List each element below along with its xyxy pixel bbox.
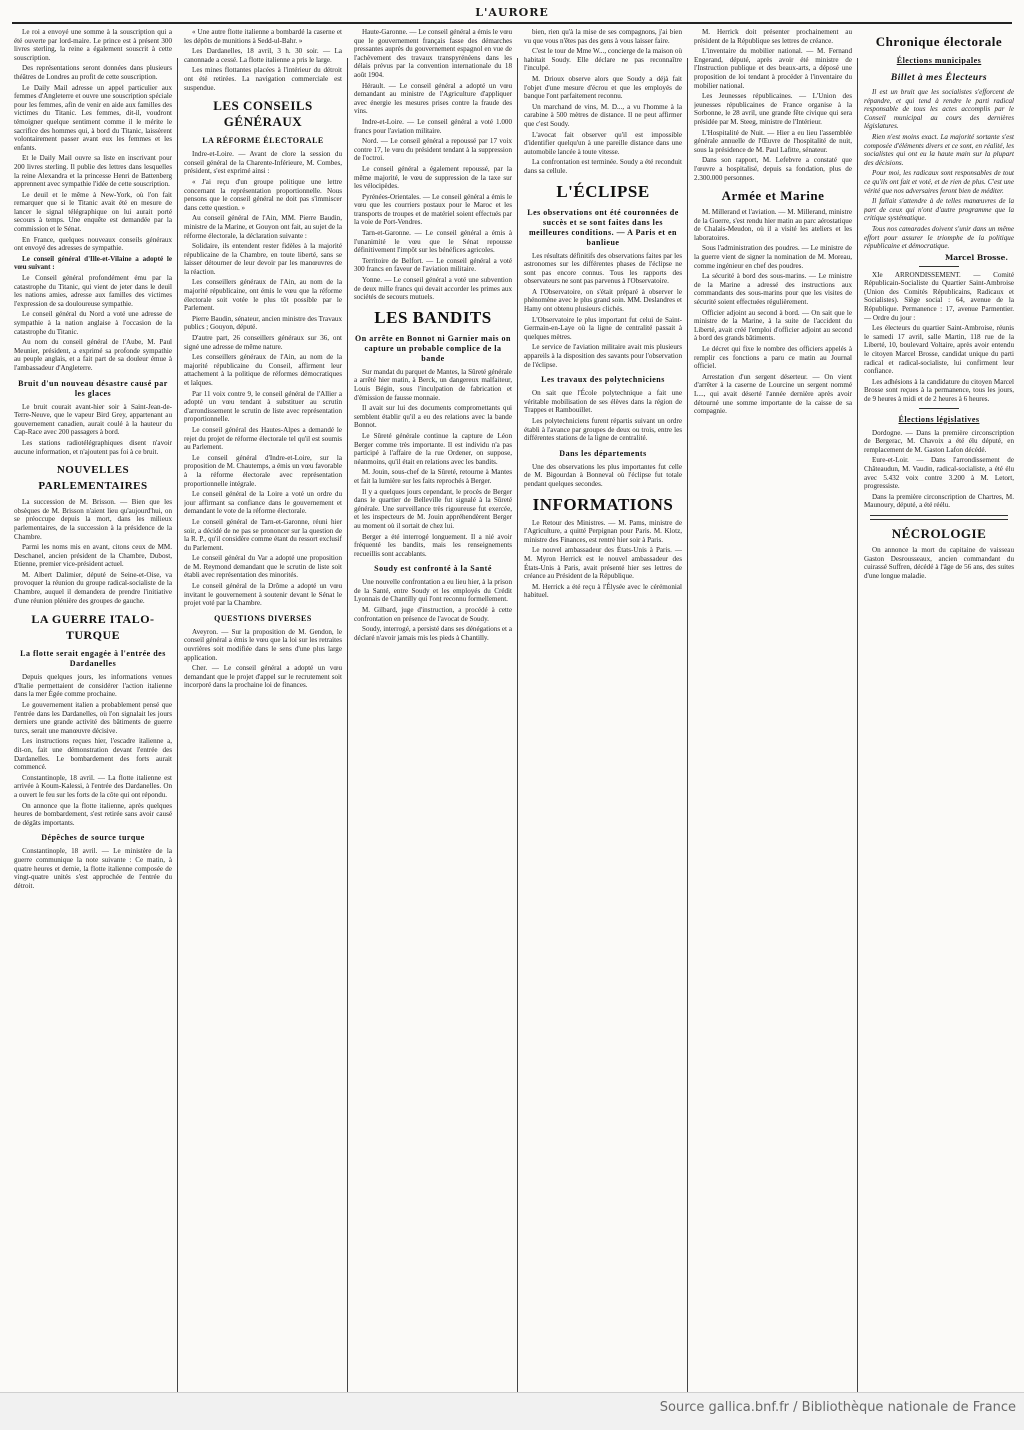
section-subheading: Élections municipales	[896, 56, 982, 65]
section-subheading: Bruit d'un nouveau désastre causé par les glaces	[18, 378, 168, 398]
article-paragraph: La confrontation est terminée. Soudy a été reconduit dans sa cellule.	[524, 158, 682, 175]
article-paragraph: L'avocat fait observer qu'il est impossible d'identifier quelqu'un à une pareille distance dans une automobile lancée à toute vitesse.	[524, 130, 682, 156]
article-paragraph: Les résultats définitifs des observations faites par les astronomes sur les différentes phases de l'éclipse ne sont pas encore connus. Tous les rapports des observateurs ne sont pas parvenus à l'Observatoire.	[524, 251, 682, 286]
section-subheading: QUESTIONS DIVERSES	[214, 613, 312, 623]
section-subheading: Dépêches de source turque	[41, 833, 145, 843]
article-paragraph: Le conseil général du Var a adopté une proposition de M. Reymond demandant que le scrutin de liste soit établi avec représentation des minorités.	[184, 554, 342, 580]
article-paragraph: Le conseil général de la Drôme a adopté un vœu invitant le gouvernement à soutenir devant le Sénat le projet voté par la Chambre.	[184, 582, 342, 608]
article-paragraph: Une des observations les plus importantes fut celle de M. Bigourdan à Bonneval où l'éclipse fut totale pendant quelques secondes.	[524, 462, 682, 488]
article-paragraph: M. Herrick doit présenter prochainement au président de la République ses lettres de créance.	[694, 28, 852, 45]
article-paragraph: Tarn-et-Garonne. — Le conseil général a émis à l'unanimité le vœu que le Sénat repousse définitivement l'impôt sur les bénéfices agricoles.	[354, 229, 512, 255]
section-subheading: Les observations ont été couronnées de succès et se sont faites dans les meilleures conditions. — A Paris et en banlieue	[527, 207, 679, 247]
article-paragraph: Les électeurs du quartier Saint-Ambroise, réunis le samedi 17 avril, salle Martin, 118 rue de la Liberté, 10, boulevard Voltaire, après avoir entendu le citoyen Marcel Brosse, candidat unique du parti radical et radical-socialiste, lui confirment leur confiance.	[864, 324, 1014, 376]
article-paragraph: M. Albert Dalimier, député de Seine-et-Oise, va provoquer la réunion du groupe radical-socialiste de la Chambre, auquel il demandera de prendre l'initiative d'une réunion plénière des groupes de gauche.	[14, 570, 172, 605]
article-paragraph: Le Retour des Ministres. — M. Pams, ministre de l'Agriculture, a quitté Perpignan pour Paris. M. Klotz, ministre des Finances, est rentré hier soir à Paris.	[524, 518, 682, 544]
article-paragraph: On sait que l'École polytechnique a fait une véritable mobilisation de ses élèves dans la région de Trappes et Rambouillet.	[524, 389, 682, 415]
divider	[919, 408, 959, 409]
newspaper-columns	[14, 28, 1014, 1388]
article-paragraph: Le gouvernement italien a probablement pensé que l'entrée dans les Dardanelles, où l'on signalait les jours derniers une grande activité des bâtiments de guerre turcs, serait une manœuvre décisive.	[14, 701, 172, 735]
article-paragraph: Solidaire, ils entendent rester fidèles à la majorité républicaine de la Chambre, en toute liberté, sans se laisser détourner de leur devoir par les manœuvres de la réaction.	[184, 242, 342, 276]
article-paragraph: « J'ai reçu d'un groupe politique une lettre concernant la représentation proportionnelle. Nous pensons que le conseil général ne doit pas s'immiscer dans cette question. »	[184, 177, 342, 212]
article-paragraph: M. Drioux observe alors que Soudy a déjà fait l'objet d'une mesure d'écrou et que les employés de banque l'ont parfaitement reconnu.	[524, 74, 682, 101]
article-paragraph: On annonce la mort du capitaine de vaisseau Gaston Desrousseaux, ancien commandant du cuirassé Suffren, décédé à l'âge de 56 ans, des suites d'une longue maladie.	[864, 545, 1014, 580]
section-subheading: Soudy est confronté à la Santé	[374, 564, 492, 574]
article-paragraph: La succession de M. Brisson. — Bien que les obsèques de M. Brisson n'aient lieu qu'aujourd'hui, on se préoccupe depuis la mort, dans les milieux parlementaires, de la succession à la présidence de la Chambre.	[14, 498, 172, 541]
column-divider	[687, 58, 688, 1413]
article-paragraph: XIe ARRONDISSEMENT. — Comité Républicain-Socialiste du Quartier Saint-Ambroise (Union des Comités Républicains, Radicaux et Socialistes). Siège social : 64, avenue de la République. Permanence : 17, avenue Parmentier. — Ordre du jour :	[864, 270, 1014, 322]
column-1	[14, 28, 172, 1388]
article-paragraph: Il avait sur lui des documents compromettants qui semblent établir qu'il a eu des relations avec la bande Bonnot.	[354, 404, 512, 430]
article-paragraph: Territoire de Belfort. — Le conseil général a voté 300 francs en faveur de l'aviation militaire.	[354, 256, 512, 274]
article-paragraph: On annonce que la flotte italienne, après quelques heures de bombardement, s'est retirée sans avoir causé de dégâts importants.	[14, 801, 172, 827]
section-subheading: La flotte serait engagée à l'entrée des Dardanelles	[20, 649, 166, 669]
section-heading: LA GUERRE ITALO-TURQUE	[31, 612, 155, 643]
article-paragraph: Il est un bruit que les socialistes s'efforcent de répandre, et qui tend à rendre le parti radical responsable de tous les actes accomplis par le Conseil municipal au cours des dernières législatures.	[864, 88, 1014, 131]
article-paragraph: Une nouvelle confrontation a eu lieu hier, à la prison de la Santé, entre Soudy et les employés du Crédit Lyonnais de Chantilly qui l'ont reconnu formellement.	[354, 578, 512, 604]
article-paragraph: Les conseillers généraux de l'Ain, au nom de la majorité républicaine du Conseil, affirment leur attachement à la politique de réformes démocratiques et laïques.	[184, 353, 342, 387]
footer-divider	[0, 1392, 1024, 1393]
article-paragraph: A l'Observatoire, on s'était préparé à observer le phénomène avec le plus grand soin. MM. Deslandres et Hamy ont obtenu plusieurs clichés.	[524, 287, 682, 314]
column-2	[184, 28, 342, 1388]
column-5	[694, 28, 852, 1388]
article-paragraph: D'autre part, 26 conseillers généraux sur 36, ont signé une adresse de même nature.	[184, 334, 342, 351]
article-paragraph: Le conseil général d'Ille-et-Vilaine a adopté le vœu suivant :	[14, 254, 172, 272]
divider	[919, 266, 959, 267]
article-paragraph: Berger a été interrogé longuement. Il a nié avoir fréquenté les bandits, mais les renseignements recueillis sont accablants.	[354, 532, 512, 558]
divider	[870, 515, 1008, 520]
article-paragraph: Pyrénées-Orientales. — Le conseil général a émis le vœu que les courriers postaux pour le Maroc et les transports de troupes et de matériel soient effectués par la voie de Port-Vendres.	[354, 192, 512, 227]
article-paragraph: M. Millerand et l'aviation. — M. Millerand, ministre de la Guerre, s'est rendu hier matin au parc aérostatique de Chalais-Meudon, où il a visité les ateliers et les laboratoires.	[694, 208, 852, 242]
article-paragraph: Le Conseil général profondément ému par la catastrophe du Titanic, qui vient de jeter dans le deuil les nations amies, adresse aux familles des victimes l'expression de sa douloureuse sympathie.	[14, 274, 172, 308]
column-4	[524, 28, 682, 1388]
article-paragraph: Eure-et-Loir. — Dans l'arrondissement de Châteaudun, M. Vaudin, radical-socialiste, a été élu avec 5.432 voix contre 3.200 à M. Letort, progressiste.	[864, 456, 1014, 491]
section-subheading: Billet à mes Électeurs	[890, 73, 988, 83]
article-paragraph: Le service de l'aviation militaire avait mis plusieurs appareils à la disposition des savants pour l'observation de l'éclipse.	[524, 343, 682, 369]
article-paragraph: Les adhésions à la candidature du citoyen Marcel Brosse sont reçues à la permanence, tous les jours, de 9 heures à midi et de 2 heures à 6 heures.	[864, 377, 1014, 403]
article-paragraph: Yonne. — Le conseil général a voté une subvention de deux mille francs qui devait accorder les primes aux sociétés de secours mutuels.	[354, 276, 512, 302]
section-subheading: Élections législatives	[898, 414, 980, 424]
article-paragraph: Arrestation d'un sergent déserteur. — On vient d'arrêter à la caserne de Lourcine un sergent nommé L..., qui avait déserté l'année dernière après avoir détourné une somme importante de la caisse de sa compagnie.	[694, 372, 852, 416]
article-paragraph: Le conseil général de Tarn-et-Garonne, réuni hier soir, a décidé de ne pas se prononcer sur la question de la R. P., qu'il considère comme étant du ressort exclusif du Parlement.	[184, 517, 342, 552]
article-paragraph: Les instructions reçues hier, l'escadre italienne a, dit-on, fait une démonstration devant l'entrée des Dardanelles. Le bombardement des forts aurait commencé.	[14, 737, 172, 772]
article-paragraph: Les stations radiotélégraphiques disent n'avoir aucune information, et n'ajoutent pas foi à ce bruit.	[14, 438, 172, 456]
section-subheading: On arrête en Bonnot ni Garnier mais on capture un probable complice de la bande	[355, 333, 511, 363]
article-paragraph: L'Hospitalité de Nuit. — Hier a eu lieu l'assemblée générale annuelle de l'Œuvre de l'hospitalité de nuit, sous la présidence de M. Paul Lafitte, sénateur.	[694, 128, 852, 154]
column-divider	[177, 58, 178, 1413]
article-paragraph: Un marchand de vins, M. D..., a vu l'homme à la carabine à 500 mètres de distance. Il ne peut affirmer que c'est Soudy.	[524, 102, 682, 128]
article-paragraph: Le conseil général de la Loire a voté un ordre du jour affirmant sa confiance dans le gouvernement et demandant le vote de la réforme électorale.	[184, 490, 342, 516]
article-paragraph: Cher. — Le conseil général a adopté un vœu demandant que le projet d'appel sur le recrutement soit incorporé dans la prochaine loi de finances.	[184, 664, 342, 690]
masthead: L'AURORE	[475, 6, 549, 19]
article-paragraph: La sécurité à bord des sous-marins. — Le ministre de la Marine a adressé des instructions aux commandants des sous-marins pour que les visites de sécurité soient effectuées régulièrement.	[694, 272, 852, 307]
column-6	[864, 28, 1014, 1388]
article-paragraph: Des représentations seront données dans plusieurs théâtres de Londres au profit de cette souscription.	[14, 64, 172, 81]
section-heading: LES BANDITS	[374, 307, 492, 327]
article-paragraph: Au conseil général de l'Ain, MM. Pierre Baudin, ministre de la Marine, et Gouyon ont fait, au sujet de la réforme électorale, la déclaration suivante :	[184, 214, 342, 240]
article-paragraph: Le bruit courait avant-hier soir à Saint-Jean-de-Terre-Neuve, que le vapeur Bird Grey, appartenant au gouvernement canadien, aurait coulé à la hauteur du Cap-Race avec 200 passagers à bord.	[14, 402, 172, 437]
article-paragraph: L'inventaire du mobilier national. — M. Fernand Engerand, député, après avoir été ministre de l'Instruction publique et des beaux-arts, a déposé une proposition de loi tendant à procéder à l'inventaire du mobilier national.	[694, 47, 852, 90]
article-paragraph: Le conseil général a également repoussé, par la même majorité, le vœu de suppression de la taxe sur les vélocipèdes.	[354, 164, 512, 191]
article-paragraph: Le conseil général du Nord a voté une adresse de sympathie à la nation anglaise à l'occasion de la catastrophe du Titanic.	[14, 310, 172, 336]
article-paragraph: M. Jouin, sous-chef de la Sûreté, retourne à Mantes et fait la lumière sur les faits reprochés à Berger.	[354, 468, 512, 485]
article-paragraph: Le roi a envoyé une somme à la souscription qui a été ouverte par lord-maire. Le prince est à présent 300 livres sterling, la reine a également souscrit à cette souscription.	[14, 28, 172, 62]
section-subheading: LA RÉFORME ÉLECTORALE	[202, 136, 324, 146]
article-paragraph: Il fallait s'attendre à de telles manœuvres de la part de ceux qui n'ont d'autre programme que la critique systématique.	[864, 197, 1014, 223]
header-rule	[12, 22, 1012, 24]
article-paragraph: Pour moi, les radicaux sont responsables de tout ce qu'ils ont fait et voté, et de rien de plus. C'est une vérité que nos adversaires feront bien de méditer.	[864, 169, 1014, 195]
article-paragraph: Et le Daily Mail ouvre sa liste en inscrivant pour 200 livres sterling. Il publie des lettres dans lesquelles la reine Alexandra et la princesse Henri de Battenberg apprennent avec sympathie l'idée de cette souscription.	[14, 154, 172, 189]
article-paragraph: Les conseillers généraux de l'Ain, au nom de la majorité républicaine, ont émis le vœu que la réforme électorale soit votée le plus tôt possible par le Parlement.	[184, 278, 342, 313]
article-paragraph: Rien n'est moins exact. La majorité sortante s'est composée d'éléments divers et ce sont, en réalité, les socialistes qui ont eu la haute main sur la plupart des décisions.	[864, 132, 1014, 167]
article-paragraph: Les Jeunesses républicaines. — L'Union des jeunesses républicaines de France organise à la Sorbonne, le 28 avril, une grande fête civique qui sera présidée par M. Steeg, ministre de l'Intérieur.	[694, 92, 852, 126]
article-paragraph: Le Daily Mail adresse un appel particulier aux femmes d'Angleterre et ouvre une souscription spéciale pour les femmes, afin de venir en aide aux familles des victimes du Titanic. Les femmes, dit-il, voudront témoigner quelque sentiment comme il le mérite le sacrifice des hommes qui, à bord du Titanic, laissèrent volontairement passer avant eux les femmes et les enfants.	[14, 83, 172, 152]
article-paragraph: Dans son rapport, M. Lefebvre a constaté que l'œuvre a hospitalisé, depuis sa fondation, plus de 2.300.000 personnes.	[694, 156, 852, 182]
article-paragraph: Dans la première circonscription de Chartres, M. Maunoury, député, a été réélu.	[864, 492, 1014, 510]
author-signature: Marcel Brosse.	[944, 252, 1008, 262]
article-paragraph: Constantinople, 18 avril. — La flotte italienne est arrivée à Koum-Kalessi, à l'entrée des Dardanelles. On a ouvert le feu sur les forts de la côte qui ont répondu.	[14, 773, 172, 799]
article-paragraph: Le deuil et le même à New-York, où l'on fait remarquer que si le Titanic avait été en mesure de lancer le signal télégraphique on lui aurait porté secours à temps. Une enquête est demandée par la commission et le Sénat.	[14, 190, 172, 234]
section-subheading: Les travaux des polytechniciens	[541, 375, 665, 385]
section-heading: L'ÉCLIPSE	[556, 181, 650, 201]
article-paragraph: « Une autre flotte italienne a bombardé la caserne et les dépôts de munitions à Sedd-ul-Bahr. »	[184, 28, 342, 45]
article-paragraph: Nord. — Le conseil général a repoussé par 17 voix contre 17, le vœu du président tendant à la suppression de l'octroi.	[354, 137, 512, 163]
article-paragraph: Sous l'administration des poudres. — Le ministre de la guerre vient de signer la nomination de M. Moreau, comme ingénieur en chef des poudres.	[694, 244, 852, 270]
article-paragraph: Parmi les noms mis en avant, citons ceux de MM. Deschanel, ancien président de la Chambre, Dubost, Etienne, premier vice-président actuel.	[14, 543, 172, 569]
column-divider	[517, 58, 518, 1413]
article-paragraph: Aveyron. — Sur la proposition de M. Gendon, le conseil général a émis le vœu que la loi sur les retraites ouvrières soit modifiée dans le sens d'une plus large application.	[184, 627, 342, 662]
article-paragraph: Par 11 voix contre 9, le conseil général de l'Allier a adopté un vœu tendant à substituer au scrutin d'arrondissement le scrutin de liste avec représentation proportionnelle.	[184, 389, 342, 424]
section-heading: LES CONSEILS GÉNÉRAUX	[213, 98, 313, 130]
article-paragraph: Constantinople, 18 avril. — Le ministère de la guerre communique la note suivante : Ce matin, à quatre heures et demie, la flotte italienne composée de vingt-quatre unités s'est approchée de l'entrée du détroit.	[14, 847, 172, 890]
article-paragraph: Les polytechniciens furent répartis suivant un ordre établi à l'avance par groupes de deux ou trois, entre les différentes stations de la ligne de centralité.	[524, 417, 682, 443]
section-heading: Armée et Marine	[721, 188, 825, 204]
article-paragraph: Il y a quelques jours cependant, le procès de Berger dans le quartier de Belleville fut signalé à la Sûreté générale. Une surveillance très rigoureuse fut exercée, et les inspecteurs de M. Jouin appréhendèrent Berger au moment où il sortait de chez lui.	[354, 487, 512, 530]
column-divider	[347, 58, 348, 1413]
article-paragraph: Depuis quelques jours, les informations venues d'Italie permettaient de considérer l'action italienne dans la mer Égée comme prochaine.	[14, 673, 172, 699]
article-paragraph: Officier adjoint au second à bord. — On sait que le ministre de la Marine, à la suite de l'accident du Liberté, avait créé l'emploi d'officier adjoint au second à bord des grands bâtiments.	[694, 308, 852, 343]
source-footer	[0, 1392, 1024, 1430]
article-paragraph: Tous nos camarades doivent s'unir dans un même effort pour assurer le triomphe de la politique républicaine et démocratique.	[864, 224, 1014, 251]
article-paragraph: L'Observatoire le plus important fut celui de Saint-Germain-en-Laye où la ligne de centralité passait à quelques mètres.	[524, 315, 682, 341]
section-heading: Chronique électorale	[875, 34, 1003, 49]
article-paragraph: M. Herrick a été reçu à l'Élysée avec le cérémonial habituel.	[524, 582, 682, 600]
source-credit: Source gallica.bnf.fr / Bibliothèque nationale de France	[659, 1400, 1016, 1415]
article-paragraph: En France, quelques nouveaux conseils généraux ont envoyé des adresses de sympathie.	[14, 235, 172, 253]
article-paragraph: Dordogne. — Dans la première circonscription de Bergerac, M. Chavoix a été élu député, en remplacement de M. Gaston Lafon décédé.	[864, 428, 1014, 454]
article-paragraph: Sur mandat du parquet de Mantes, la Sûreté générale a arrêté hier matin, à Berck, un dangereux malfaiteur, Louis Bégin, sous l'inculpation de fabrication et d'émission de fausse monnaie.	[354, 367, 512, 402]
section-heading: INFORMATIONS	[532, 494, 674, 514]
article-paragraph: M. Gilbard, juge d'instruction, a procédé à cette confrontation en présence de l'avocat de Soudy.	[354, 606, 512, 623]
section-heading: NÉCROLOGIE	[891, 525, 987, 541]
article-paragraph: Les mines flottantes placées à l'intérieur du détroit ont été retirées. La navigation commerciale est suspendue.	[184, 66, 342, 92]
article-paragraph: Le conseil général d'Indre-et-Loire, sur la proposition de M. Chautemps, a émis un vœu favorable à la réforme électorale avec représentation proportionnelle intégrale.	[184, 453, 342, 488]
article-paragraph: C'est le tour de Mme W..., concierge de la maison où habitait Soudy. Elle déclare ne pas reconnaître l'inculpé.	[524, 47, 682, 73]
article-paragraph: Hérault. — Le conseil général a adopté un vœu demandant au ministre de l'Agriculture d'appliquer avec énergie les mesures prises contre la fraude des vins.	[354, 81, 512, 116]
section-heading: NOUVELLES PARLEMENTAIRES	[38, 464, 148, 493]
column-divider	[857, 58, 858, 1413]
article-paragraph: Le décret qui fixe le nombre des officiers appelés à remplir ces fonctions a paru ce matin au Journal officiel.	[694, 345, 852, 371]
article-paragraph: Les Dardanelles, 18 avril, 3 h. 30 soir. — La canonnade a cessé. La flotte italienne a pris le large.	[184, 47, 342, 64]
article-paragraph: bien, rien qu'à la mise de ses compagnons, j'ai bien vu que vous n'êtes pas des gens à vous laisser faire.	[524, 28, 682, 45]
article-paragraph: Soudy, interrogé, a persisté dans ses dénégations et a déclaré n'avoir jamais mis les pieds à Chantilly.	[354, 625, 512, 642]
article-paragraph: Le conseil général des Hautes-Alpes a demandé le rejet du projet de réforme électorale tel qu'il est soumis au Parlement.	[184, 425, 342, 452]
article-paragraph: Au nom du conseil général de l'Aube, M. Paul Meunier, président, a exprimé sa profonde sympathie au peuple anglais, et a fait part de sa douleur émue à l'ambassadeur d'Angleterre.	[14, 338, 172, 372]
article-paragraph: Pierre Baudin, sénateur, ancien ministre des Travaux publics ; Gouyon, député.	[184, 314, 342, 332]
page-header	[0, 0, 1024, 24]
article-paragraph: Indre-et-Loire. — Avant de clore la session du conseil général de la Charente-Inférieure, M. Combes, président, s'est exprimé ainsi :	[184, 150, 342, 176]
article-paragraph: Le Sûreté générale continue la capture de Léon Berger comme très importante. Il est individu n'a pas participé à l'affaire de la rue Ordener, on suppose, néanmoins, qu'il était en relations avec les bandits.	[354, 431, 512, 466]
section-subheading: Dans les départements	[559, 448, 647, 458]
article-paragraph: Haute-Garonne. — Le conseil général a émis le vœu que le gouvernement français fasse des démarches pressantes auprès du gouvernement espagnol en vue de l'achèvement des travaux transpyrénéens dans les délais prévus par la convention internationale du 18 août 1904.	[354, 28, 512, 79]
article-paragraph: Le nouvel ambassadeur des États-Unis à Paris. — M. Myron Herrick est le nouvel ambassadeur des États-Unis à Paris, avait présenté hier ses lettres de créance au Président de la République.	[524, 546, 682, 581]
column-3	[354, 28, 512, 1388]
article-paragraph: Indre-et-Loire. — Le conseil général a voté 1.000 francs pour l'aviation militaire.	[354, 117, 512, 135]
